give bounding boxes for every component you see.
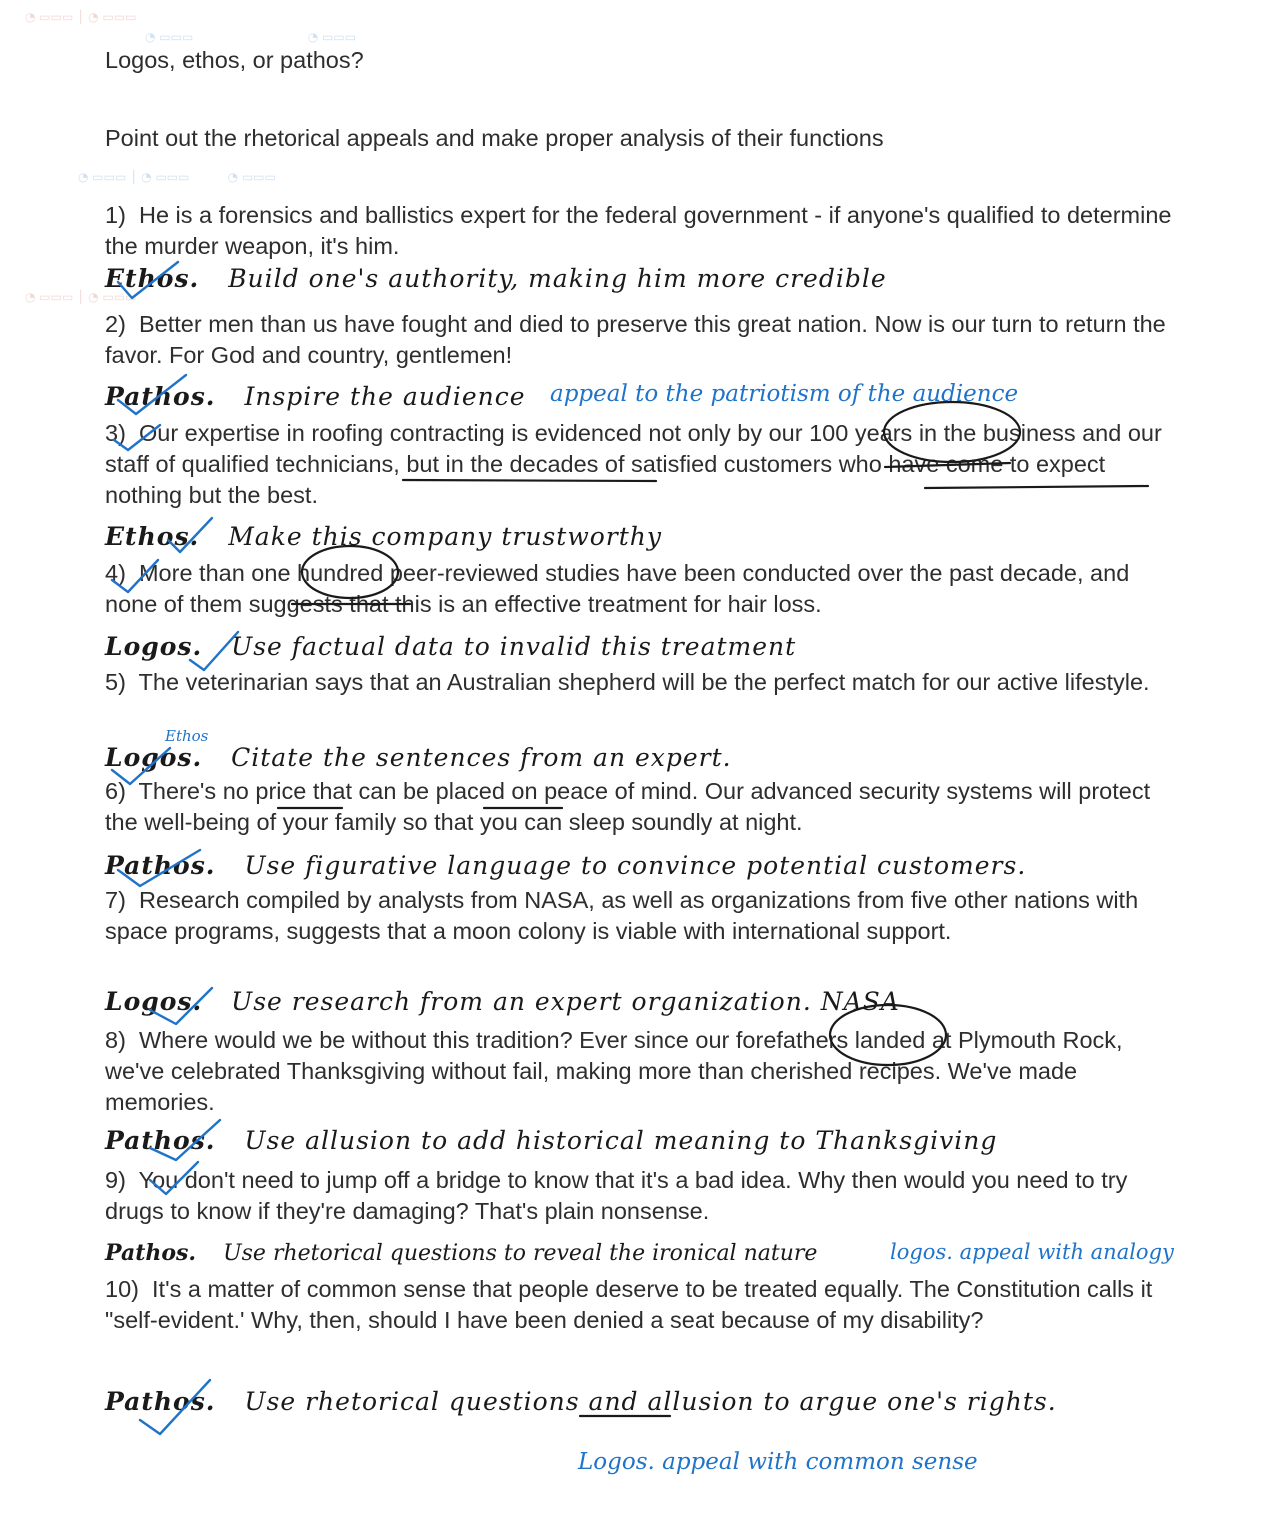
answer-text: Use rhetorical questions to reveal the ironical nature [223,1241,818,1266]
worksheet-instructions: Point out the rhetorical appeals and make proper analysis of their functions [105,125,884,151]
question-7 [105,885,1180,947]
question-text: You don't need to jump off a bridge to know that it's a bad idea. Why then would you need to try drugs to know if they're damaging? That's plain nonsense. [105,1167,1128,1224]
question-number: 1) [105,202,126,228]
answer-5 [105,743,1205,773]
answer-6 [105,851,1205,881]
teacher-correction-2: appeal to the patriotism of the audience [550,381,1019,407]
answer-text: Use figurative language to convince potential customers. [244,851,1027,880]
answer-text: Inspire the audience [244,382,526,411]
question-number: 2) [105,311,126,337]
question-number: 8) [105,1027,126,1053]
question-number: 6) [105,778,126,804]
answer-label: Logos. [105,632,203,661]
question-text: Where would we be without this tradition? Ever since our forefathers landed at Plymouth Rock, we've celebrated Thanksgiving without fail, making more than cherished recipes. We've made memories. [105,1027,1123,1115]
question-10 [105,1274,1180,1336]
answer-label: Ethos. [105,522,200,551]
question-6 [105,776,1180,838]
question-number: 4) [105,560,126,586]
answer-text: Use research from an expert organization. NASA [231,987,900,1016]
question-number: 3) [105,420,126,446]
question-4 [105,558,1180,620]
answer-label: Pathos. [105,1387,216,1416]
question-text: The veterinarian says that an Australian shepherd will be the perfect match for our active lifestyle. [138,669,1150,695]
teacher-correction-5: Ethos [165,727,209,745]
teacher-correction-10: Logos. appeal with common sense [578,1449,978,1475]
question-8 [105,1025,1180,1118]
answer-text: Citate the sentences from an expert. [231,743,732,772]
question-2 [105,309,1180,371]
answer-3 [105,522,1205,552]
answer-text: Use factual data to invalid this treatment [231,632,797,661]
question-text: He is a forensics and ballistics expert for the federal government - if anyone's qualified to determine the murder weapon, it's him. [105,202,1172,259]
watermark-logo: ◔ ▭▭▭ │ ◔ ▭▭▭ [25,10,137,24]
question-5 [105,667,1180,698]
answer-label: Pathos. [105,1240,197,1266]
answer-7 [105,987,1205,1017]
watermark-logo: ◔ ▭▭▭ ◔ ▭▭▭ [145,30,357,44]
answer-label: Pathos. [105,382,216,411]
watermark-logo: ◔ ▭▭▭ │ ◔ ▭▭▭ ◔ ▭▭▭ [78,170,276,184]
answer-4 [105,632,1205,662]
question-text: It's a matter of common sense that people deserve to be treated equally. The Constitution calls it "self-evident.' Why, then, should I have been denied a seat because of my disability? [105,1276,1153,1333]
answer-10 [105,1387,1205,1417]
question-number: 5) [105,669,126,695]
question-1 [105,200,1180,262]
watermark-logo: ◔ ▭▭▭ │ ◔ ▭▭▭ [25,290,137,304]
question-text: More than one hundred peer-reviewed studies have been conducted over the past decade, and none of them suggests that this is an effective treatment for hair loss. [105,560,1130,617]
answer-label: Logos. [105,743,203,772]
question-9 [105,1165,1180,1227]
answer-label: Ethos. [105,264,200,293]
question-text: Research compiled by analysts from NASA, as well as organizations from five other nations with space programs, suggests that a moon colony is viable with international support. [105,887,1139,944]
worksheet-title: Logos, ethos, or pathos? [105,47,364,73]
answer-label: Logos. [105,987,203,1016]
teacher-correction-9: logos. appeal with analogy [890,1240,1174,1264]
question-3 [105,418,1180,511]
question-number: 10) [105,1276,139,1302]
answer-text: Use allusion to add historical meaning to Thanksgiving [244,1126,998,1155]
answer-8 [105,1126,1205,1156]
answer-label: Pathos. [105,1126,216,1155]
answer-text: Use rhetorical questions and allusion to argue one's rights. [244,1387,1057,1416]
question-text: There's no price that can be placed on peace of mind. Our advanced security systems will protect the well-being of your family so that you can sleep soundly at night. [105,778,1151,835]
answer-text: Build one's authority, making him more credible [228,264,887,293]
question-text: Better men than us have fought and died to preserve this great nation. Now is our turn to return the favor. For God and country, gentlemen! [105,311,1166,368]
answer-1 [105,264,1205,294]
answer-label: Pathos. [105,851,216,880]
question-number: 7) [105,887,126,913]
answer-text: Make this company trustworthy [228,522,662,551]
question-number: 9) [105,1167,126,1193]
question-text: Our expertise in roofing contracting is evidenced not only by our 100 years in the business and our staff of qualified technicians, but in the decades of satisfied customers who have come to expect nothing but the best. [105,420,1162,508]
